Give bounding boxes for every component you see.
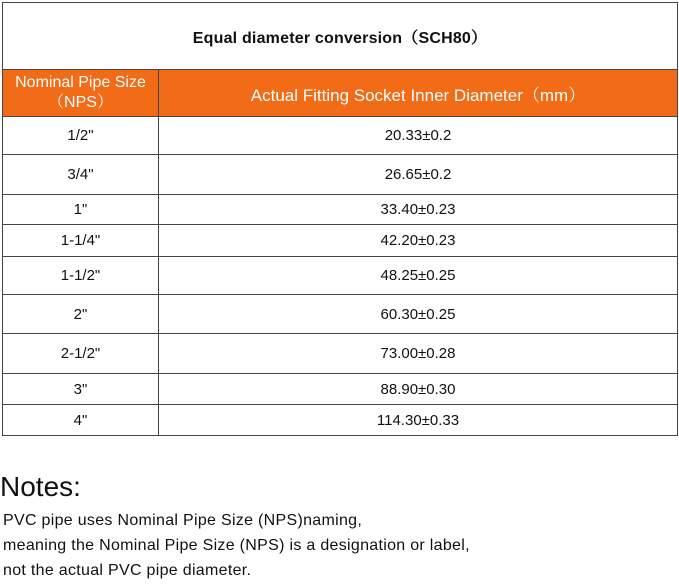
notes-line: meaning the Nominal Pipe Size (NPS) is a designation or label, (3, 537, 470, 554)
table-row (3, 257, 678, 295)
header-nps (3, 70, 159, 117)
header-row (3, 70, 678, 117)
nps-cell: 1" (3, 195, 159, 225)
notes-line: PVC pipe uses Nominal Pipe Size (NPS)naming, (3, 512, 363, 529)
notes-line: not the actual PVC pipe diameter. (3, 562, 252, 579)
header-diameter: Actual Fitting Socket Inner Diameter（mm） (159, 70, 678, 117)
nps-cell: 1-1/2" (3, 257, 159, 295)
table-row (3, 117, 678, 155)
header-nps-line1: Nominal Pipe Size (15, 74, 146, 91)
table-row (3, 374, 678, 405)
nps-cell: 1-1/4" (3, 225, 159, 257)
nps-cell: 3" (3, 374, 159, 405)
table-row (3, 405, 678, 436)
notes-section (0, 470, 679, 583)
diameter-cell: 48.25±0.25 (159, 257, 678, 295)
table-row (3, 295, 678, 334)
nps-cell: 1/2" (3, 117, 159, 155)
diameter-cell: 33.40±0.23 (159, 195, 678, 225)
nps-cell: 2-1/2" (3, 334, 159, 374)
notes-title: Notes: (0, 471, 81, 502)
nps-cell: 2" (3, 295, 159, 334)
diameter-cell: 88.90±0.30 (159, 374, 678, 405)
diameter-cell: 60.30±0.25 (159, 295, 678, 334)
title-row (3, 3, 678, 70)
nps-cell: 3/4" (3, 155, 159, 195)
diameter-cell: 26.65±0.2 (159, 155, 678, 195)
diameter-cell: 42.20±0.23 (159, 225, 678, 257)
table-row (3, 334, 678, 374)
diameter-cell: 73.00±0.28 (159, 334, 678, 374)
table-title: Equal diameter conversion（SCH80） (3, 3, 678, 70)
table-row (3, 195, 678, 225)
nps-cell: 4" (3, 405, 159, 436)
header-nps-line2: （NPS） (48, 94, 113, 111)
table-row (3, 155, 678, 195)
table-row (3, 225, 678, 257)
conversion-table (2, 2, 678, 436)
diameter-cell: 20.33±0.2 (159, 117, 678, 155)
diameter-cell: 114.30±0.33 (159, 405, 678, 436)
